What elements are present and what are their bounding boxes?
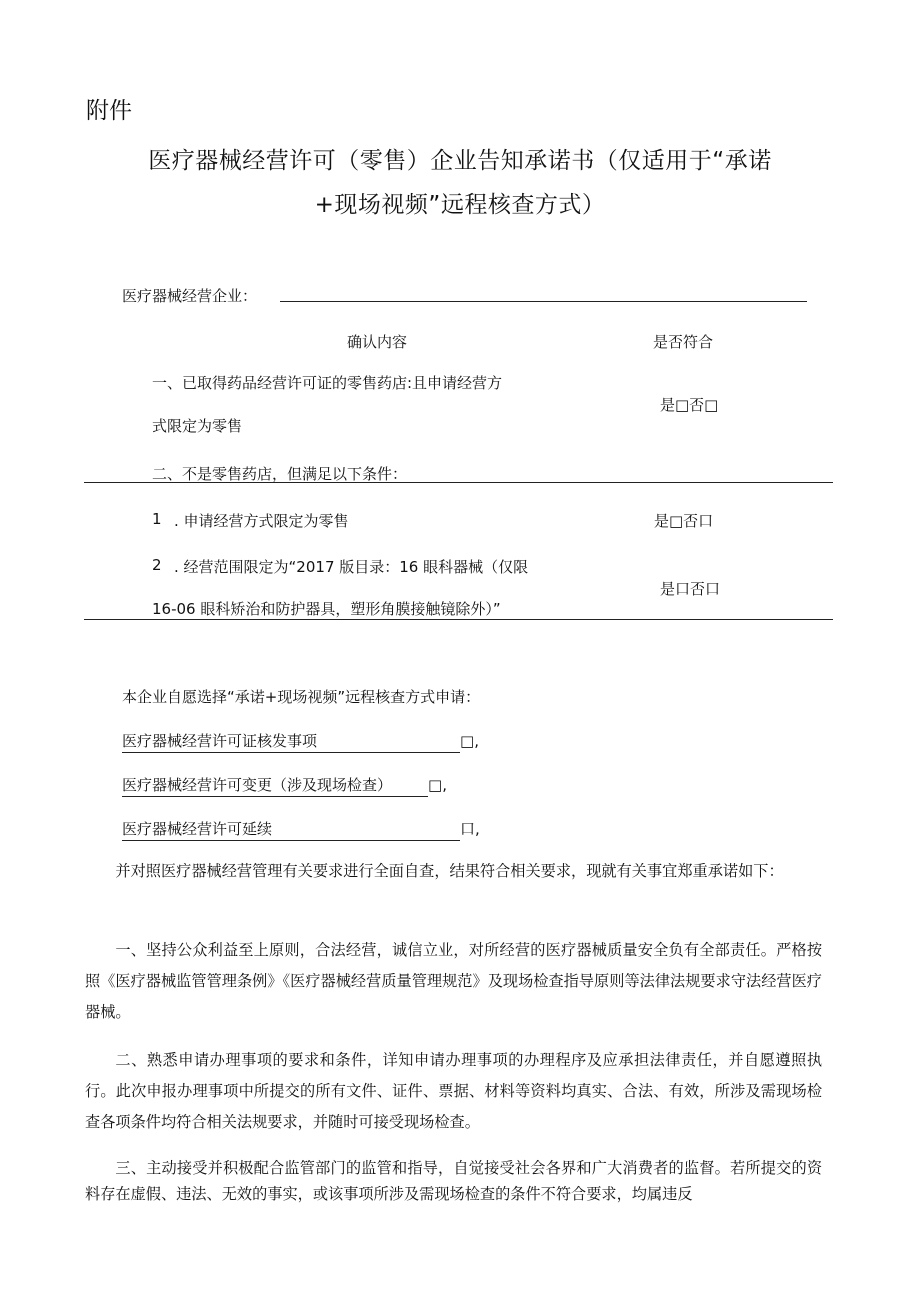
table-row1-checkbox[interactable]: 是□否□: [660, 396, 719, 414]
selection-item-issuance-comma: ,: [474, 732, 479, 750]
selection-item-change-comma: ,: [442, 776, 447, 794]
table-bottom-rule: [84, 619, 833, 620]
table-row1-text-line1: 一、已取得药品经营许可证的零售药店:且申请经营方: [152, 374, 503, 392]
selection-item-change-label: 医疗器械经营许可变更（涉及现场检查）: [122, 774, 428, 797]
document-title-line2: +现场视频”远程核查方式）: [314, 192, 606, 218]
commitment-paragraph-2: 二、熟悉申请办理事项的要求和条件，详知申请办理事项的办理程序及应承担法律责任，并自愿遵照执行。此次申报办理事项中所提交的所有文件、证件、票据、材料等资料均真实、合法、有效，所涉及需现场检查各项条件均符合相关法规要求，并随时可接受现场检查。: [85, 1051, 822, 1131]
commitment-intro-paragraph: 并对照医疗器械经营管理有关要求进行全面自查，结果符合相关要求，现就有关事宜郑重承诺如下：: [115, 862, 784, 880]
table-row1-text-line2: 式限定为零售: [152, 417, 243, 435]
selection-item-renewal: [122, 818, 480, 841]
table-header-content: 确认内容: [347, 333, 408, 351]
commitment-paragraph-3: 三、主动接受并积极配合监管部门的监管和指导，自觉接受社会各界和广大消费者的监督。若所提交的资料存在虚假、违法、无效的事实，或该事项所涉及需现场检查的条件不符合要求，均属违反: [85, 1159, 822, 1203]
table-row3-checkbox[interactable]: 是□否口: [654, 512, 714, 530]
table-row3-number: 1: [152, 510, 162, 528]
table-divider: [84, 482, 833, 483]
selection-item-issuance: [122, 730, 479, 753]
table-row2-text: 二、不是零售药店，但满足以下条件：: [152, 465, 408, 483]
selection-item-change-checkbox[interactable]: □: [428, 776, 443, 794]
table-row3-text: . 申请经营方式限定为零售: [174, 512, 349, 530]
table-row4-text-line1: . 经营范围限定为“2017 版目录：16 眼科器械（仅限: [174, 558, 529, 576]
table-row4-number: 2: [152, 556, 162, 574]
selection-item-issuance-label: 医疗器械经营许可证核发事项: [122, 730, 460, 753]
selection-intro: 本企业自愿选择“承诺+现场视频”远程核查方式申请：: [122, 688, 481, 706]
company-name-blank[interactable]: [280, 301, 807, 302]
table-header-conform: 是否符合: [653, 333, 714, 351]
table-row4-text-line2: 16-06 眼科矫治和防护器具，塑形角膜接触镜除外）”: [152, 600, 501, 618]
selection-item-renewal-label: 医疗器械经营许可延续: [122, 818, 460, 841]
selection-item-renewal-comma: ,: [475, 820, 480, 838]
selection-item-change: [122, 774, 447, 797]
company-label: 医疗器械经营企业：: [122, 287, 258, 305]
commitment-paragraph-1: 一、坚持公众利益至上原则，合法经营，诚信立业，对所经营的医疗器械质量安全负有全部责任。严格按照《医疗器械监管管理条例》《医疗器械经营质量管理规范》及现场检查指导原则等法律法规要求守法经营医疗器械。: [85, 941, 822, 1021]
selection-item-issuance-checkbox[interactable]: □: [460, 732, 475, 750]
document-title-line1: 医疗器械经营许可（零售）企业告知承诺书（仅适用于“承诺: [148, 148, 772, 174]
table-row4-checkbox[interactable]: 是口否口: [660, 580, 721, 598]
attachment-label: 附件: [86, 98, 132, 124]
selection-item-renewal-checkbox[interactable]: 口: [460, 820, 476, 838]
